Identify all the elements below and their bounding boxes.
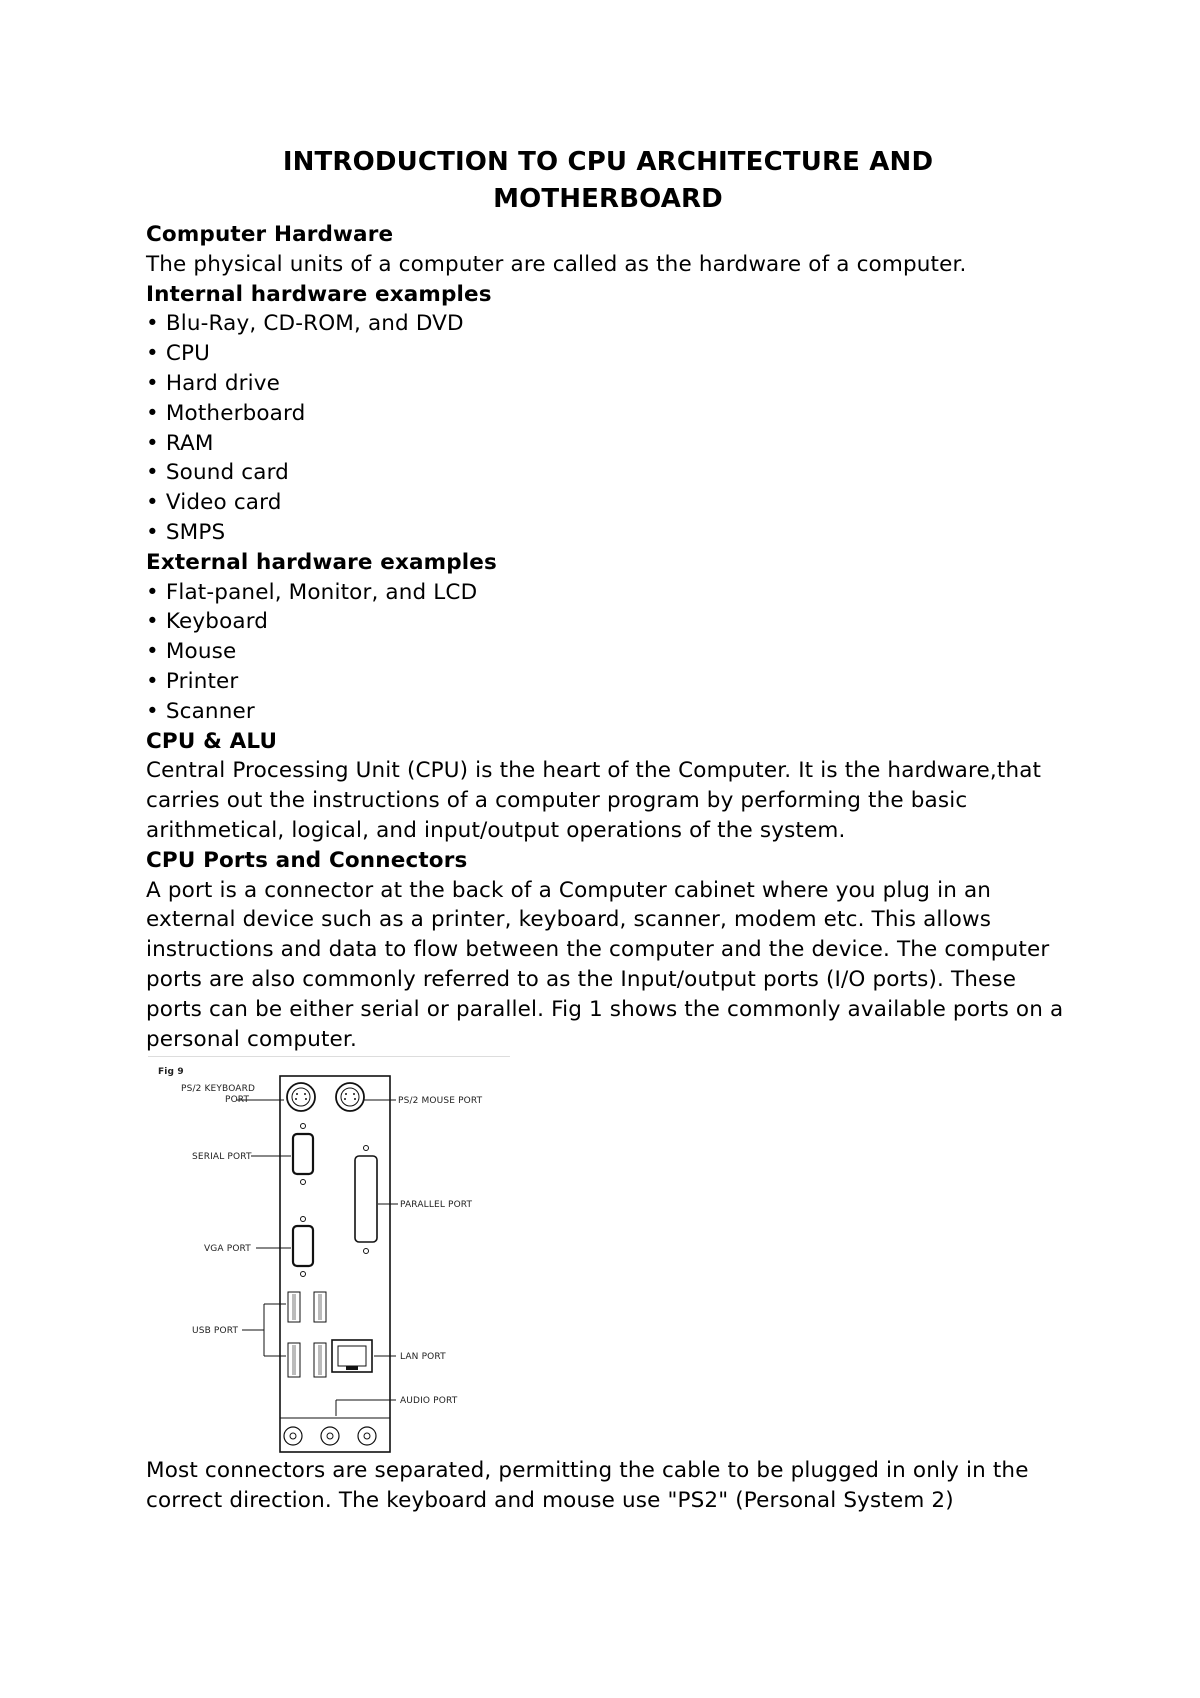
label-vga: VGA PORT bbox=[204, 1244, 251, 1255]
document-page bbox=[146, 140, 1066, 1516]
paragraph-cpu-alu: Central Processing Unit (CPU) is the heart of the Computer. It is the hardware,that carries out the instructions of a computer program by performing the basic arithmetical, logical, and input/output operations of the system. bbox=[146, 758, 1042, 843]
list-item: • Sound card bbox=[146, 460, 289, 486]
ports-figure bbox=[146, 1056, 510, 1456]
list-item: • SMPS bbox=[146, 519, 226, 545]
paragraph-hardware: The physical units of a computer are called as the hardware of a computer. bbox=[146, 251, 967, 277]
internal-hardware-list bbox=[146, 309, 1066, 547]
list-item: • Hard drive bbox=[146, 370, 281, 396]
bullet-icon: • bbox=[146, 311, 159, 337]
bullet-icon: • bbox=[146, 370, 159, 396]
heading-internal-hardware: Internal hardware examples bbox=[146, 281, 492, 307]
label-ps2-keyboard: PS/2 KEYBOARD bbox=[181, 1084, 256, 1095]
list-item: • Flat-panel, Monitor, and LCD bbox=[146, 579, 478, 605]
bullet-icon: • bbox=[146, 400, 159, 426]
list-item: • Keyboard bbox=[146, 609, 269, 635]
bullet-icon: • bbox=[146, 430, 159, 456]
io-panel bbox=[280, 1076, 390, 1452]
heading-cpu-alu: CPU & ALU bbox=[146, 728, 278, 754]
ports-diagram bbox=[146, 1056, 510, 1456]
bullet-icon: • bbox=[146, 341, 159, 367]
bullet-icon: • bbox=[146, 490, 159, 516]
list-item: • CPU bbox=[146, 341, 211, 367]
list-item: • Blu-Ray, CD-ROM, and DVD bbox=[146, 311, 464, 337]
label-usb: USB PORT bbox=[192, 1326, 239, 1337]
heading-external-hardware: External hardware examples bbox=[146, 549, 497, 575]
paragraph-closing: Most connectors are separated, permitting the cable to be plugged in only in the correct direction. The keyboard and mouse use "PS2" (Personal System 2) bbox=[146, 1458, 1029, 1514]
label-ps2-keyboard-port: PORT bbox=[225, 1095, 250, 1106]
list-item: • Printer bbox=[146, 668, 239, 694]
label-lan: LAN PORT bbox=[400, 1352, 446, 1363]
document-title bbox=[146, 144, 1066, 218]
bullet-icon: • bbox=[146, 579, 159, 605]
paragraph-cpu-ports: A port is a connector at the back of a Computer cabinet where you plug in an external device such as a printer, keyboard, scanner, modem etc. This allows instructions and data to flow between the computer and the device. The computer ports are also commonly referred to as the Input/output ports (I/O ports). These ports can be either serial or parallel. Fig 1 shows the commonly available ports on a personal computer. bbox=[146, 877, 1064, 1052]
figure-caption: Fig 9 bbox=[158, 1067, 184, 1078]
title-line-1: INTRODUCTION TO CPU ARCHITECTURE AND bbox=[282, 147, 934, 177]
heading-cpu-ports: CPU Ports and Connectors bbox=[146, 847, 468, 873]
bullet-icon: • bbox=[146, 519, 159, 545]
bullet-icon: • bbox=[146, 639, 159, 665]
label-serial: SERIAL PORT bbox=[192, 1152, 252, 1163]
list-item: • Video card bbox=[146, 490, 282, 516]
external-hardware-list bbox=[146, 578, 1066, 727]
label-ps2-mouse: PS/2 MOUSE PORT bbox=[398, 1096, 483, 1107]
bullet-icon: • bbox=[146, 668, 159, 694]
list-item: • RAM bbox=[146, 430, 214, 456]
label-parallel: PARALLEL PORT bbox=[400, 1200, 473, 1211]
bullet-icon: • bbox=[146, 698, 159, 724]
heading-computer-hardware: Computer Hardware bbox=[146, 222, 394, 247]
list-item: • Scanner bbox=[146, 698, 255, 724]
bullet-icon: • bbox=[146, 609, 159, 635]
bullet-icon: • bbox=[146, 460, 159, 486]
list-item: • Motherboard bbox=[146, 400, 306, 426]
list-item: • Mouse bbox=[146, 639, 237, 665]
label-audio: AUDIO PORT bbox=[400, 1396, 458, 1407]
title-line-2: MOTHERBOARD bbox=[493, 184, 723, 214]
